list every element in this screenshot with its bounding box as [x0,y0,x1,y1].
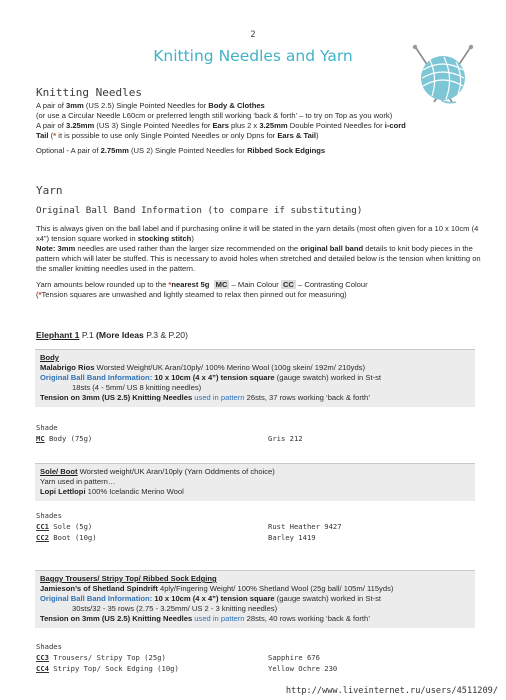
shade-label: Shades [36,511,62,520]
yarn-para-1: This is always given on the ball label and if purchasing online it will be stated in the yarn details (most often given for a 10 x 10cm (4 x4”) tension square worked in stocking stitch) [36,224,479,244]
needles-optional-line: Optional - A pair of 2.75mm (US 2) Single Pointed Needles for Ribbed Sock Edgings [36,146,326,156]
knitting-needles-heading: Knitting Needles [36,86,142,99]
trousers-box-title: Baggy Trousers/ Stripy Top/ Ribbed Sock Edging [40,574,217,583]
trousers-yarn-line: Jamieson’s of Shetland Spindrift 4ply/Fingering Weight/ 100% Shetland Wool (25g ball/ 105m/ 115yds) [40,584,394,594]
elephant-heading: Elephant 1 P.1 (More Ideas P.3 & P.20) [36,330,188,340]
trousers-shade-block [36,642,482,675]
boot-yarn-box [35,463,475,501]
needles-line-4: Tail (* it is possible to use only Single Pointed Needles or only Dpns for Ears & Tail) [36,131,319,141]
page-title: Knitting Needles and Yarn [153,47,353,65]
shade-label: Shade [36,423,58,432]
body-tension-line: Tension on 3mm (US 2.5) Knitting Needles used in pattern 26sts, 37 rows working ‘back & forth’ [40,393,370,403]
yarn-text [36,224,482,300]
trousers-needle-line: 30sts/32 - 35 rows (2.75 - 3.25mm/ US 2 - 3 knitting needles) [72,604,278,614]
shade-row: MC Body (75g) Gris 212 [36,433,303,443]
watermark-url: http://www.liveinternet.ru/users/4511209/ [285,686,498,696]
body-shade-block [36,423,482,445]
ball-band-subheading: Original Ball Band Information (to compare if substituting) [36,205,363,216]
body-yarn-box [35,349,475,407]
page-number: 2 [250,30,256,40]
shade-row: CC2 Boot (10g) Barley 1419 [36,532,316,542]
body-needle-line: 18sts (4 - 5mm/ US 8 knitting needles) [72,383,202,393]
shade-row: CC3 Trousers/ Stripy Top (25g) Sapphire 676 [36,652,320,662]
yarn-heading: Yarn [36,184,63,197]
trousers-ball-band-line: Original Ball Band Information: 10 x 10cm (4 x 4”) tension square (gauge swatch) worked in St-st [40,594,381,604]
boot-yarn-used-line: Yarn used in pattern… [40,477,116,487]
boot-shade-block [36,511,482,544]
needles-line-1: A pair of 3mm (US 2.5) Single Pointed Needles for Body & Clothes [36,101,265,110]
body-ball-band-line: Original Ball Band Information: 10 x 10cm (4 x 4”) tension square (gauge swatch) worked in St-st [40,373,381,383]
needles-text [36,101,482,156]
yarn-para-2: Note: 3mm needles are used rather than the larger size recommended on the original ball band details to knit body pieces in the pattern which will later be stuffed. This is necessary to avoid holes when stretched and detailed below is the tension when knitting on the smaller knitting needles used in the pattern. [36,244,481,274]
trousers-tension-line: Tension on 3mm (US 2.5) Knitting Needles used in pattern 28sts, 40 rows working ‘back & forth’ [40,614,370,624]
body-yarn-line: Malabrigo Rios Worsted Weight/UK Aran/10ply/ 100% Merino Wool (100g skein/ 192m/ 210yds) [40,363,365,373]
needles-line-3: A pair of 3.25mm (US 3) Single Pointed Needles for Ears plus 2 x 3.25mm Double Pointed Needles for i-cord [36,121,406,131]
shade-row: CC1 Sole (5g) Rust Heather 9427 [36,521,342,531]
shade-row: CC4 Stripy Top/ Sock Edging (10g) Yellow Ochre 230 [36,663,338,673]
yarn-para-3: Yarn amounts below rounded up to the *nearest 5g MC – Main Colour CC – Contrasting Colour [36,280,368,290]
boot-box-title: Sole/ Boot Worsted weight/UK Aran/10ply (Yarn Oddments of choice) [40,467,275,476]
boot-yarn-line: Lopi Lettlopi 100% Icelandic Merino Wool [40,487,184,497]
shade-label: Shades [36,642,62,651]
body-box-title: Body [40,353,59,362]
yarn-para-4: (*Tension squares are unwashed and lightly steamed to relax then pinned out for measuring) [36,290,347,300]
trousers-yarn-box [35,570,475,628]
needles-line-2: (or use a Circular Needle L60cm or preferred length still working ‘back & forth’ – to try on Top as you work) [36,111,393,121]
